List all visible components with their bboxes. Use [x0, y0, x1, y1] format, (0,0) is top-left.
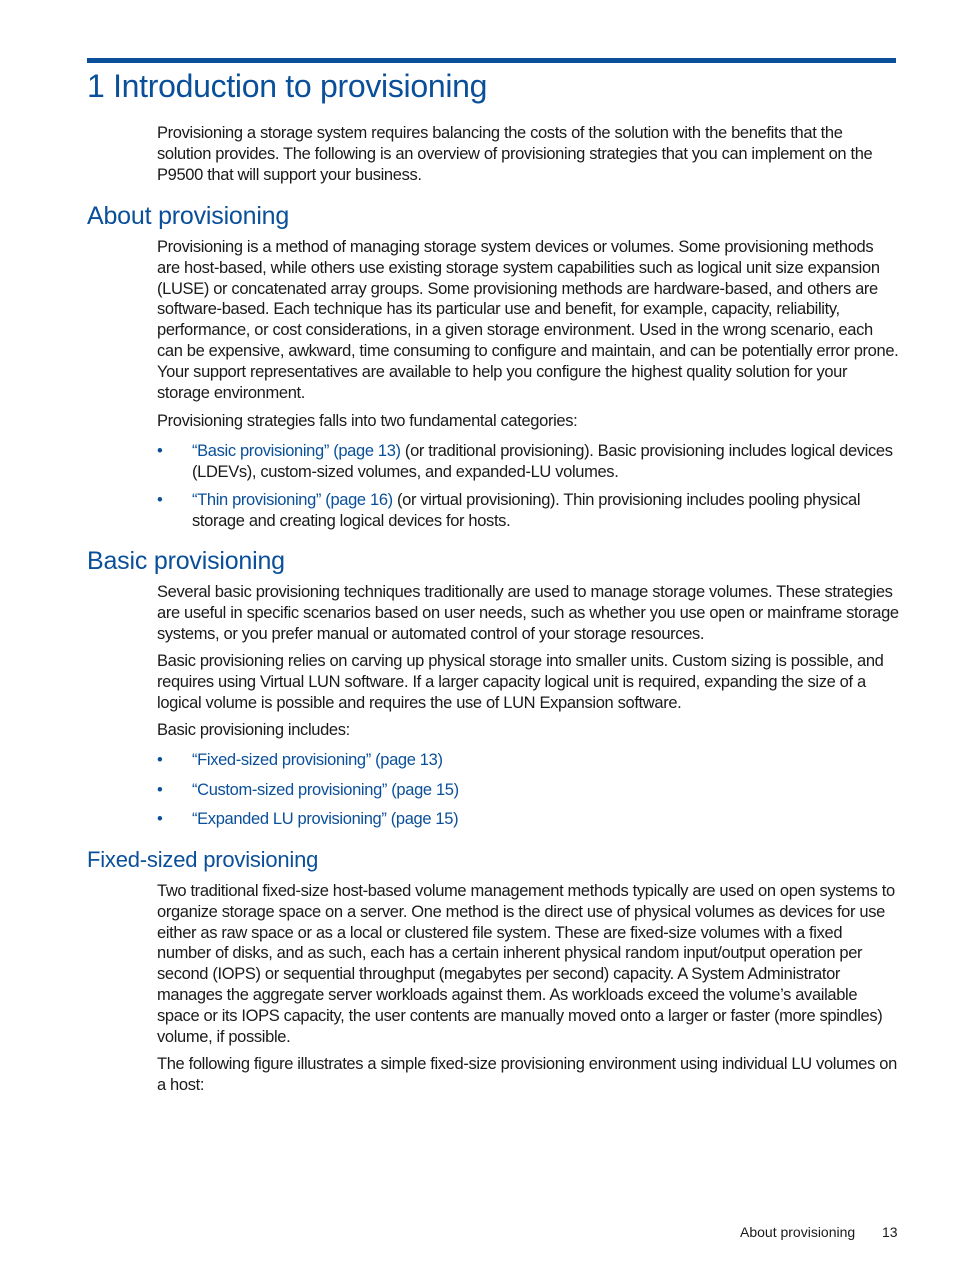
basic-paragraph-3: Basic provisioning includes: — [157, 721, 350, 739]
footer-page-number: 13 — [882, 1224, 898, 1240]
fixed-paragraph-2: The following figure illustrates a simple fixed-size provisioning environment using individual LU volumes on a host: — [157, 1055, 897, 1094]
list-item — [157, 490, 899, 532]
footer-section-title: About provisioning — [740, 1224, 856, 1240]
heading-basic-provisioning: Basic provisioning — [87, 547, 285, 575]
bullet-icon: • — [157, 810, 163, 828]
chapter-rule — [87, 58, 896, 63]
list-item — [157, 441, 899, 483]
about-paragraph-1: Provisioning is a method of managing storage system devices or volumes. Some provisioning methods are host-based, while others use existing storage system capabilities such as logical unit size expansion (LUSE) or concatenated array groups. Some provisioning methods are hardware-based, and others are software-based. Each technique has its particular use and benefit, for example, capacity, reliability, performance, or cost considerations, in a given storage environment. Used in the wrong scenario, each can be expensive, awkward, time consuming to configure and maintain, and can be potentially error prone. Your support representatives are available to help you configure the highest quality solution for your storage environment. — [157, 238, 899, 402]
basic-paragraph-2: Basic provisioning relies on carving up physical storage into smaller units. Custom sizing is possible, and requires using Virtual LUN software. If a larger capacity logical unit is required, expanding the size of a logical volume is possible and requires the use of LUN Expansion software. — [157, 652, 884, 712]
link-thin-provisioning[interactable]: “Thin provisioning” (page 16) — [192, 491, 393, 509]
list-item-text: (or traditional provisioning). Basic provisioning includes logical devices (LDEVs), custom-sized volumes, and expanded-LU volumes. — [192, 442, 893, 481]
list-item-text: (or virtual provisioning). Thin provisioning includes pooling physical storage and creating logical devices for hosts. — [192, 491, 861, 530]
list-item — [157, 750, 899, 771]
intro-paragraph: Provisioning a storage system requires balancing the costs of the solution with the benefits that the solution provides. The following is an overview of provisioning strategies that you can implement on the P9500 that will support your business. — [157, 124, 873, 184]
heading-about-provisioning: About provisioning — [87, 202, 290, 230]
list-item — [157, 780, 899, 801]
list-item — [157, 809, 899, 830]
bullet-icon: • — [157, 751, 163, 769]
bullet-icon: • — [157, 781, 163, 799]
link-custom-sized-provisioning[interactable]: “Custom-sized provisioning” (page 15) — [192, 781, 459, 799]
chapter-title: 1 Introduction to provisioning — [87, 68, 488, 104]
link-expanded-lu-provisioning[interactable]: “Expanded LU provisioning” (page 15) — [192, 810, 459, 828]
link-fixed-sized-provisioning[interactable]: “Fixed-sized provisioning” (page 13) — [192, 751, 443, 769]
about-paragraph-2: Provisioning strategies falls into two fundamental categories: — [157, 412, 578, 430]
link-basic-provisioning[interactable]: “Basic provisioning” (page 13) — [192, 442, 401, 460]
bullet-icon: • — [157, 442, 163, 460]
bullet-icon: • — [157, 491, 163, 509]
fixed-paragraph-1: Two traditional fixed-size host-based volume management methods typically are used on open systems to organize storage space on a server. One method is the direct use of physical volumes as devices for use either as raw space or as a local or clustered file system. These are fixed-size volumes with a fixed number of disks, and as such, each has a certain inherent physical random input/output operation per second (IOPS) or sequential throughput (megabytes per second) capacity. A System Administrator manages the aggregate server workloads against them. As workloads exceed the volume’s available space or its IOPS capacity, the user contents are manually moved onto a larger or faster (more spindles) volume, if possible. — [157, 882, 895, 1046]
basic-paragraph-1: Several basic provisioning techniques traditionally are used to manage storage volumes. These strategies are useful in specific scenarios based on user needs, such as whether you use open or mainframe storage systems, or you prefer manual or automated control of your storage resources. — [157, 583, 899, 643]
heading-fixed-sized-provisioning: Fixed-sized provisioning — [87, 847, 319, 872]
